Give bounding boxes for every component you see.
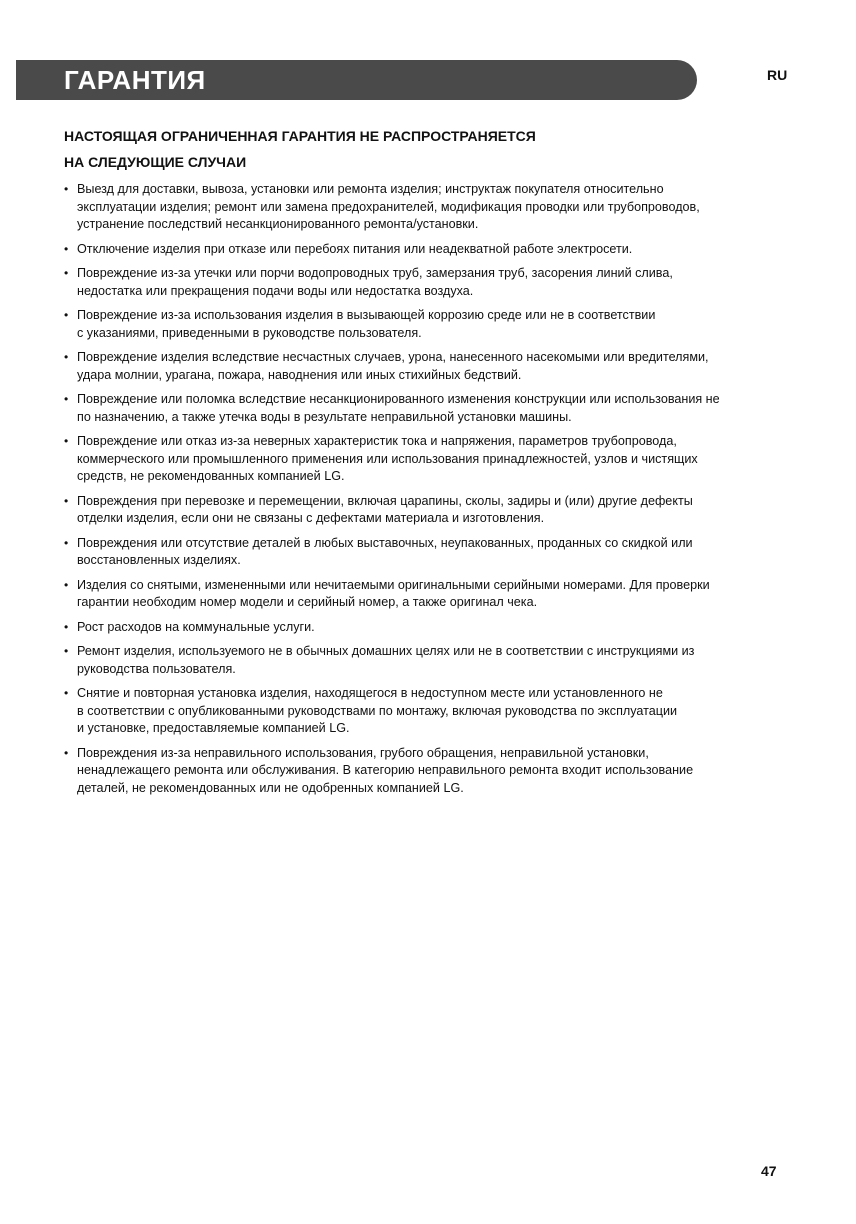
- list-item: [64, 535, 794, 570]
- exclusions-list: [64, 181, 794, 797]
- list-item: [64, 493, 794, 528]
- list-item-text-line: Ремонт изделия, используемого не в обычных домашних целях или не в соответствии с инструкциями из: [77, 644, 695, 658]
- list-item-text-line: Снятие и повторная установка изделия, находящегося в недоступном месте или установленного не: [77, 686, 663, 700]
- page-number: 47: [761, 1163, 777, 1179]
- bullet-icon: •: [64, 535, 69, 550]
- section-heading-line: НАСТОЯЩАЯ ОГРАНИЧЕННАЯ ГАРАНТИЯ НЕ РАСПРОСТРАНЯЕТСЯ: [64, 128, 536, 144]
- bullet-icon: •: [64, 392, 69, 406]
- list-item-text-line: коммерческого или промышленного применения или использования принадлежностей, узлов и чистящих: [77, 451, 698, 466]
- list-item-text-line: деталей, не рекомендованных или не одобренных компанией LG.: [77, 780, 464, 795]
- bullet-icon: •: [64, 686, 69, 700]
- bullet-icon: •: [64, 241, 69, 256]
- list-item-text-line: восстановленных изделиях.: [77, 553, 241, 567]
- list-item: [64, 685, 794, 738]
- list-item-text-line: ненадлежащего ремонта или обслуживания. В категорию неправильного ремонта входит использование: [77, 763, 694, 777]
- list-item-text-line: Выезд для доставки, вывоза, установки или ремонта изделия; инструктаж покупателя относительно: [77, 182, 664, 196]
- list-item-text-line: Повреждение изделия вследствие несчастных случаев, урона, нанесенного насекомыми или вредителями,: [77, 350, 709, 364]
- list-item-text-line: с указаниями, приведенными в руководстве пользователя.: [77, 325, 422, 340]
- bullet-icon: •: [64, 745, 69, 760]
- list-item: [64, 577, 794, 612]
- list-item-text-line: Повреждение или отказ из-за неверных характеристик тока и напряжения, параметров трубопровода,: [77, 434, 677, 448]
- list-item-text-line: Повреждение из-за утечки или порчи водопроводных труб, замерзания труб, засорения линий слива,: [77, 266, 673, 280]
- list-item: [64, 433, 794, 486]
- bullet-icon: •: [64, 266, 69, 280]
- bullet-icon: •: [64, 308, 69, 322]
- warranty-exclusions-section: [64, 123, 794, 804]
- list-item-text-line: гарантии необходим номер модели и серийный номер, а также оригинал чека.: [77, 595, 538, 609]
- bullet-icon: •: [64, 644, 69, 658]
- section-heading-line: НА СЛЕДУЮЩИЕ СЛУЧАИ: [64, 154, 247, 170]
- list-item-text-line: Повреждения или отсутствие деталей в любых выставочных, неупакованных, проданных со скидкой или: [77, 535, 693, 550]
- list-item-text-line: устранение последствий несанкционированного ремонта/установки.: [77, 217, 479, 231]
- language-label: RU: [767, 67, 788, 83]
- list-item: [64, 241, 794, 259]
- list-item: [64, 619, 794, 637]
- list-item-text-line: средств, не рекомендованных компанией LG.: [77, 469, 345, 483]
- list-item: [64, 265, 794, 300]
- list-item: [64, 181, 794, 234]
- header-bar: [16, 60, 697, 100]
- list-item-text-line: руководства пользователя.: [77, 661, 236, 676]
- list-item: [64, 643, 794, 678]
- list-item: [64, 745, 794, 798]
- list-item: [64, 307, 794, 342]
- list-item-text-line: недостатка или прекращения подачи воды или недостатка воздуха.: [77, 283, 474, 298]
- page-title: ГАРАНТИЯ: [64, 65, 206, 95]
- bullet-icon: •: [64, 182, 69, 196]
- list-item: [64, 349, 794, 384]
- bullet-icon: •: [64, 577, 69, 592]
- list-item-text-line: удара молнии, урагана, пожара, наводнения или иных стихийных бедствий.: [77, 367, 522, 382]
- list-item-text-line: и установке, предоставляемые компанией LG.: [77, 721, 350, 735]
- list-item: [64, 391, 794, 426]
- list-item-text-line: Повреждение из-за использования изделия в вызывающей коррозию среде или не в соответствии: [77, 308, 656, 322]
- bullet-icon: •: [64, 350, 69, 364]
- list-item-text-line: Отключение изделия при отказе или перебоях питания или неадекватной работе электросети.: [77, 241, 633, 256]
- bullet-icon: •: [64, 619, 69, 634]
- list-item-text-line: Изделия со снятыми, измененными или нечитаемыми оригинальными серийными номерами. Для проверки: [77, 577, 710, 592]
- list-item-text-line: Повреждения из-за неправильного использования, грубого обращения, неправильной установки,: [77, 745, 649, 760]
- section-heading: [64, 123, 794, 175]
- list-item-text-line: эксплуатации изделия; ремонт или замена предохранителей, модификация проводки или трубопроводов,: [77, 199, 700, 214]
- list-item-text-line: в соответствии с опубликованными руководствами по монтажу, включая руководства по эксплуатации: [77, 703, 678, 718]
- list-item-text-line: Повреждение или поломка вследствие несанкционированного изменения конструкции или использования не: [77, 392, 720, 406]
- list-item-text-line: Повреждения при перевозке и перемещении, включая царапины, сколы, задиры и (или) другие дефекты: [77, 493, 693, 508]
- bullet-icon: •: [64, 434, 69, 448]
- bullet-icon: •: [64, 493, 69, 508]
- list-item-text-line: Рост расходов на коммунальные услуги.: [77, 619, 315, 634]
- list-item-text-line: отделки изделия, если они не связаны с дефектами материала и изготовления.: [77, 511, 545, 525]
- list-item-text-line: по назначению, а также утечка воды в результате неправильной установки машины.: [77, 409, 572, 424]
